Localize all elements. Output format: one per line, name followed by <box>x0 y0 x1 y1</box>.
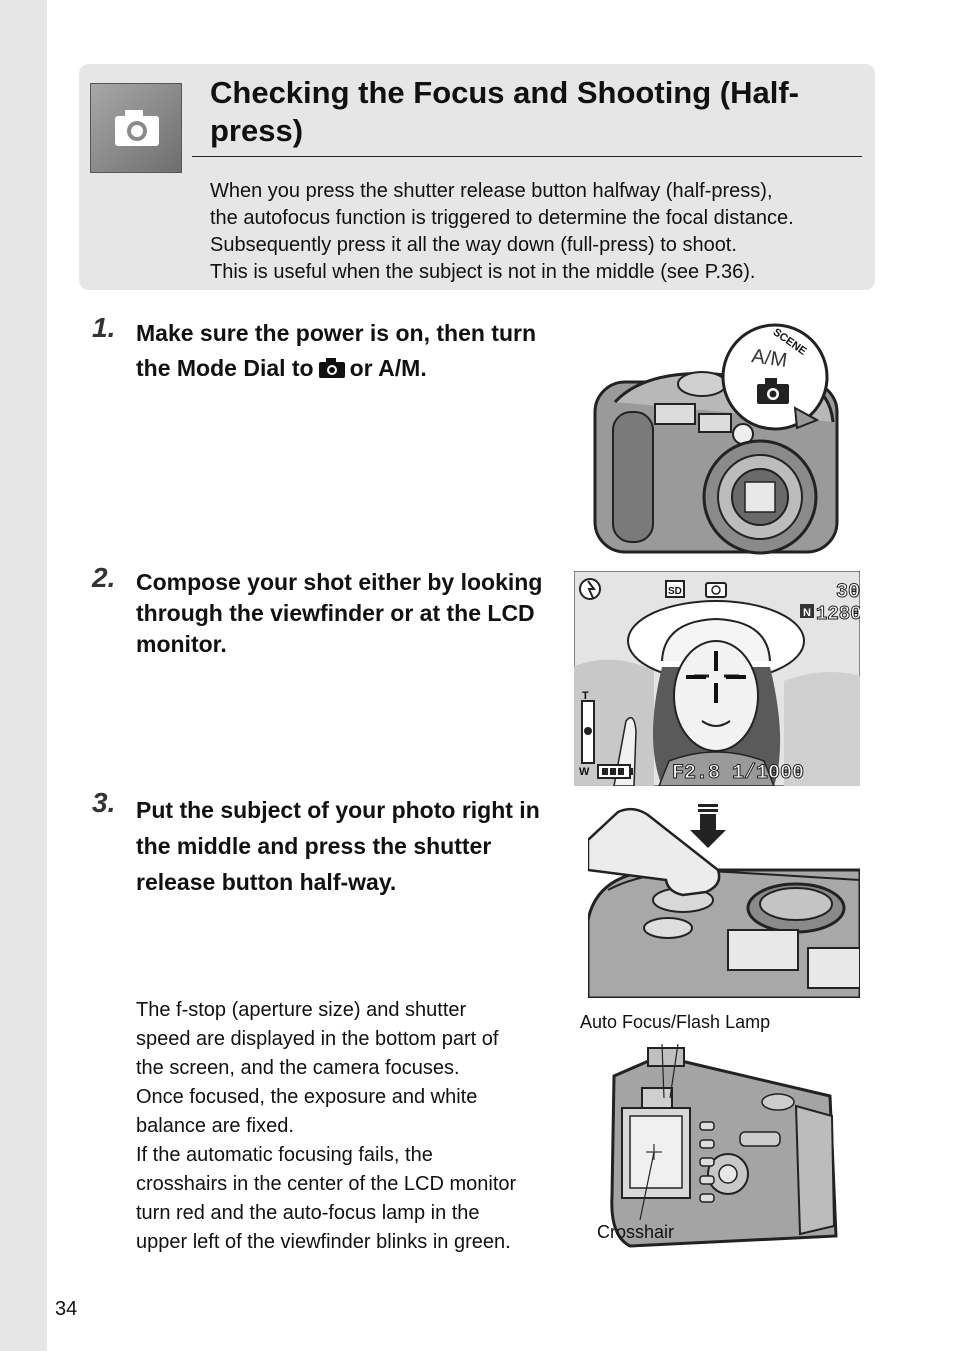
camera-mode-status-icon <box>706 583 726 597</box>
intro-line: the autofocus function is triggered to determine the focal distance. <box>210 207 794 229</box>
battery-icon <box>598 765 633 778</box>
camera-mode-dial-illustration <box>585 322 845 562</box>
quality-label: N <box>803 607 811 619</box>
image-size: 1280 <box>816 603 860 625</box>
body-line: speed are displayed in the bottom part of <box>136 1028 499 1050</box>
section-title: Checking the Focus and Shooting (Half-press) <box>210 75 799 148</box>
step-1-number: 1. <box>92 312 116 343</box>
half-press-illustration <box>588 800 860 998</box>
step-1-text-before: Make sure the power is on, then turn the Mode Dial to <box>136 320 537 381</box>
step-2-text: Compose your shot either by looking through the viewfinder or at the LCD monitor. <box>136 569 543 657</box>
crosshair-caption: Crosshair <box>597 1222 675 1242</box>
body-line: balance are fixed. <box>136 1115 294 1137</box>
body-line: The f-stop (aperture size) and shutter <box>136 999 467 1021</box>
intro-line: When you press the shutter release button halfway (half-press), <box>210 180 773 202</box>
zoom-top-label: T <box>582 690 589 702</box>
page-number: 34 <box>55 1298 78 1320</box>
shots-remaining: 30 <box>836 581 860 604</box>
lcd-monitor-illustration <box>574 571 860 786</box>
focus-explanation-text <box>136 996 566 1257</box>
press-down-arrow-icon <box>690 804 726 848</box>
step-2-number: 2. <box>92 562 116 593</box>
intro-text <box>210 178 870 286</box>
intro-line: Subsequently press it all the way down (full-press) to shoot. <box>210 234 737 256</box>
zoom-bottom-label: W <box>579 766 590 778</box>
af-lamp-caption: Auto Focus/Flash Lamp <box>580 1012 771 1032</box>
sd-card-label: SD <box>668 586 682 597</box>
step-3-text: Put the subject of your photo right in the middle and press the shutter release button half-way. <box>136 797 540 895</box>
page-side-strip <box>0 0 47 1351</box>
aperture-shutter-readout: F2.8 1/1000 <box>672 762 805 785</box>
camera-mode-icon <box>90 83 182 173</box>
title-divider <box>192 156 862 157</box>
flash-mode-icon <box>580 579 600 599</box>
step-1-text <box>136 316 556 389</box>
camera-rear-illustration <box>600 1036 842 1251</box>
body-line: the screen, and the camera focuses. <box>136 1057 460 1079</box>
dial-scene-label: SCENE <box>770 326 809 358</box>
step-1-text-after: or A/M. <box>349 355 427 381</box>
body-line: upper left of the viewfinder blinks in green. <box>136 1231 511 1253</box>
dial-am-label: A/M <box>750 345 789 372</box>
intro-line: This is useful when the subject is not in the middle (see P.36). <box>210 261 756 283</box>
body-line: turn red and the auto-focus lamp in the <box>136 1202 480 1224</box>
body-line: If the automatic focusing fails, the <box>136 1144 433 1166</box>
body-line: crosshairs in the center of the LCD monitor <box>136 1173 517 1195</box>
body-line: Once focused, the exposure and white <box>136 1086 478 1108</box>
camera-mode-inline-icon <box>318 354 346 389</box>
zoom-bar <box>582 701 594 763</box>
step-3-number: 3. <box>92 787 116 818</box>
